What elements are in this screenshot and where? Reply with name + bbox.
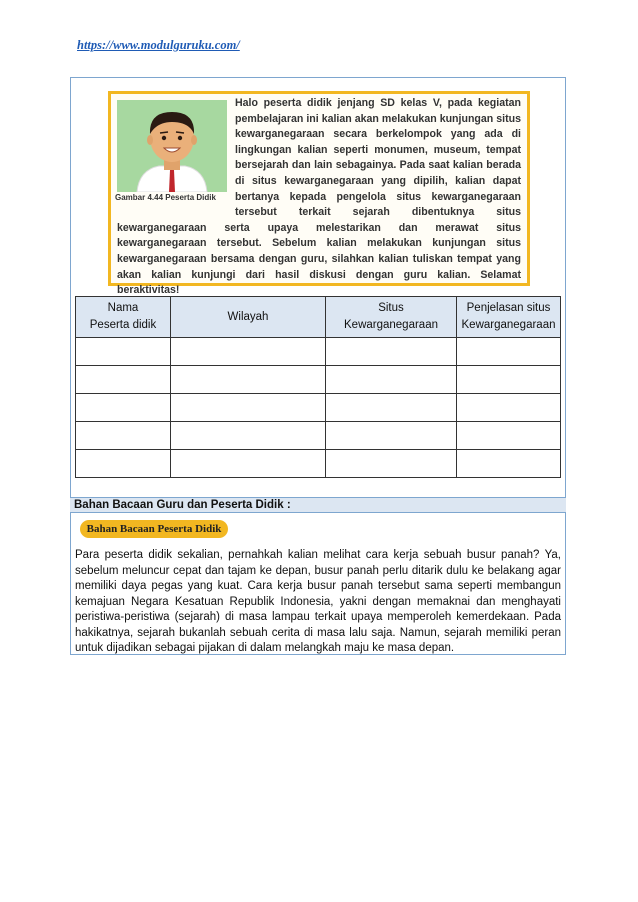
intro-text: Halo peserta didik jenjang SD kelas V, pada kegiatan pembelajaran ini kalian akan melakukan kunjungan situs kewarganegaraan secara berkelompok yang ada di lingkungan kalian seperti monumen, museum, tempat bersejarah dan lain sebagainya. Pada saat kalian berada di situs kewarganegaraan yang dipilih, kalian dapat bertanya kepada pengelola situs kewarganegaraan tersebut terkait sejarah dibentuknya situs kewarganegaraan serta upaya melestarikan dan merawat situs kewarganegaraan tersebut. Sebelum kalian melakukan kunjungan situs kewarganegaraan bersama dengan guru, silahkan kalian tuliskan tempat yang akan kalian kunjungi dari hasil diskusi dengan guru kalian. Selamat beraktivitas! xyxy=(117,97,521,297)
table-cell[interactable] xyxy=(457,422,561,450)
table-cell[interactable] xyxy=(76,338,171,366)
col-header-wilayah: Wilayah xyxy=(171,297,326,338)
header-url-link[interactable]: https://www.modulguruku.com/ xyxy=(77,38,240,52)
reading-badge: Bahan Bacaan Peserta Didik xyxy=(80,520,228,538)
col-header-nama: Nama Peserta didik xyxy=(76,297,171,338)
table-row xyxy=(76,394,561,422)
student-portrait-image xyxy=(117,100,227,192)
table-cell[interactable] xyxy=(457,338,561,366)
table-cell[interactable] xyxy=(76,394,171,422)
table-cell[interactable] xyxy=(457,450,561,478)
visit-table xyxy=(75,296,561,478)
table-row xyxy=(76,366,561,394)
col-header-situs: Situs Kewarganegaraan xyxy=(326,297,457,338)
table-cell[interactable] xyxy=(326,422,457,450)
table-row xyxy=(76,450,561,478)
table-cell[interactable] xyxy=(171,338,326,366)
table-cell[interactable] xyxy=(457,366,561,394)
table-cell[interactable] xyxy=(76,366,171,394)
reading-paragraph: Para peserta didik sekalian, pernahkah kalian melihat cara kerja sebuah busur panah? Ya, sebelum meluncur cepat dan tajam ke depan, busur panah perlu ditarik dulu ke belakang agar memiliki daya pegas yang kuat. Cara kerja busur panah tersebut sama seperti membangun kemajuan Negara Kesatuan Republik Indonesia, yakni dengan memaknai dan menghayati peristiwa-peristiwa (sejarah) di masa lampau terkait upaya memperoleh kemerdekaan. Pada hakikatnya, sejarah bukanlah sebuah cerita di masa lalu saja. Namun, sejarah memiliki peran untuk dijadikan sebagai pijakan di dalam melangkah maju ke masa depan. xyxy=(75,549,561,654)
table-cell[interactable] xyxy=(171,450,326,478)
table-cell[interactable] xyxy=(76,422,171,450)
table-cell[interactable] xyxy=(326,338,457,366)
table-cell[interactable] xyxy=(171,366,326,394)
table-header-row xyxy=(76,297,561,338)
figure-caption: Gambar 4.44 Peserta Didik xyxy=(115,193,216,202)
intro-box xyxy=(108,91,530,297)
table-cell[interactable] xyxy=(171,394,326,422)
col-header-penjelasan: Penjelasan situs Kewarganegaraan xyxy=(457,297,561,338)
table-cell[interactable] xyxy=(76,450,171,478)
student-avatar-icon xyxy=(117,100,227,192)
table-cell[interactable] xyxy=(457,394,561,422)
table-cell[interactable] xyxy=(326,394,457,422)
table-row xyxy=(76,422,561,450)
table-cell[interactable] xyxy=(171,422,326,450)
table-row xyxy=(76,338,561,366)
table-cell[interactable] xyxy=(326,366,457,394)
reading-section-title: Bahan Bacaan Guru dan Peserta Didik : xyxy=(70,497,566,513)
table-cell[interactable] xyxy=(326,450,457,478)
